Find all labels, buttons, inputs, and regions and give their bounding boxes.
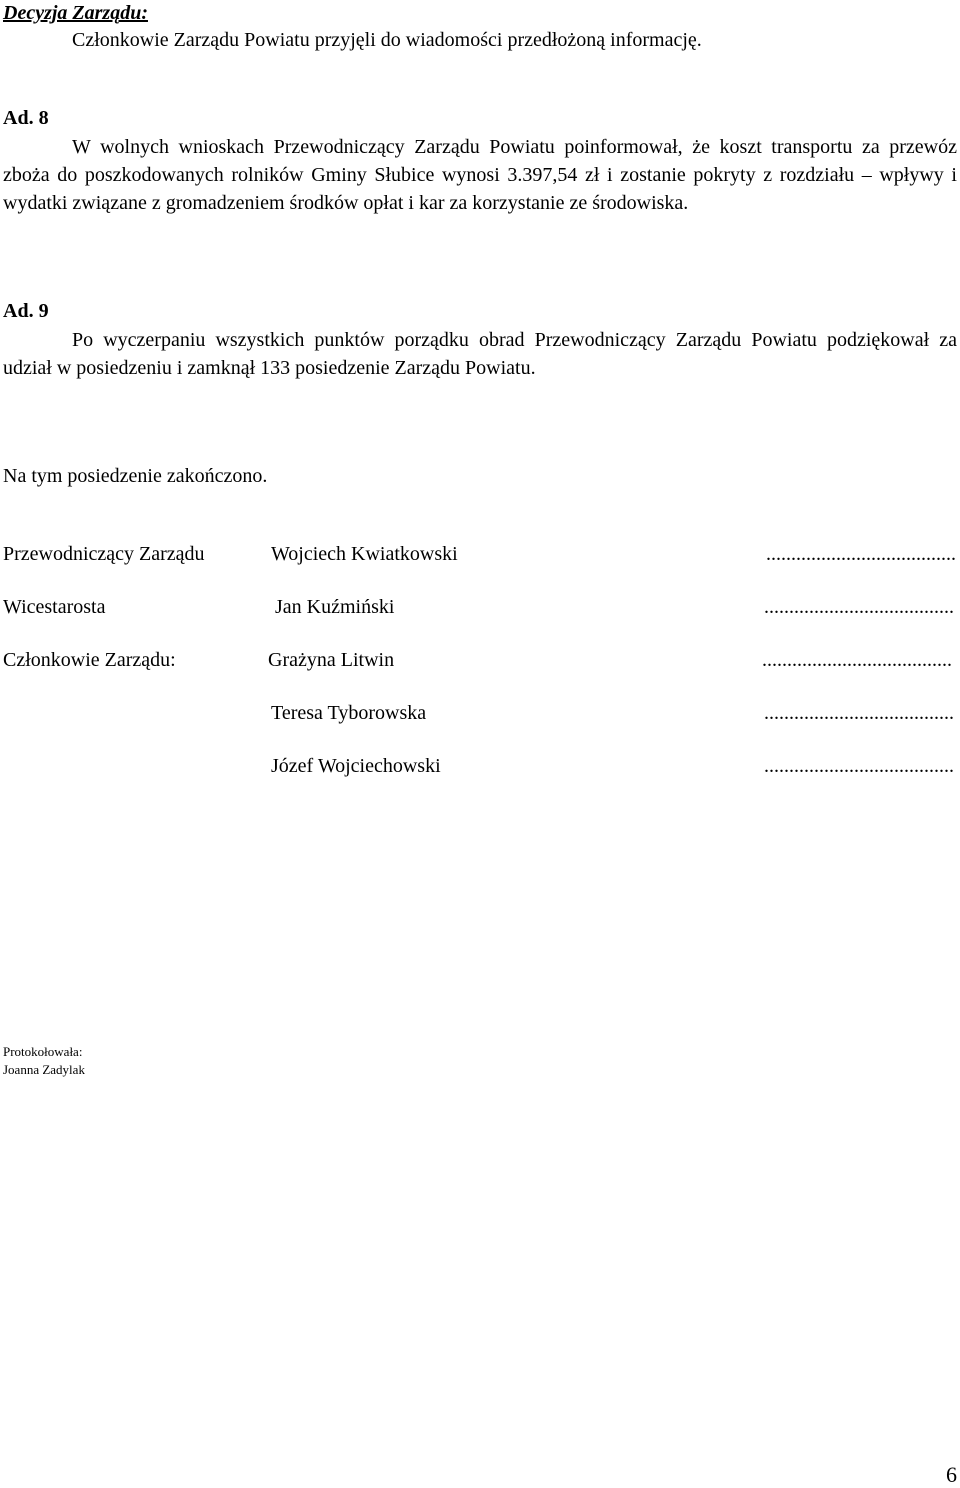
signature-name: Jan Kuźmiński [275,596,395,618]
ad8-label: Ad. 8 [3,107,49,129]
signature-line: ...................................... [764,755,954,777]
recorded-by-name: Joanna Zadylak [3,1062,85,1077]
signature-line: ...................................... [766,543,956,565]
signature-role: Przewodniczący Zarządu [3,543,205,565]
decision-heading: Decyzja Zarządu: [3,2,148,24]
decision-text: Członkowie Zarządu Powiatu przyjęli do wiadomości przedłożoną informację. [72,29,702,51]
signature-name: Wojciech Kwiatkowski [271,543,458,565]
signature-line: ...................................... [764,596,954,618]
ad9-label: Ad. 9 [3,300,49,322]
ad8-text: W wolnych wnioskach Przewodniczący Zarządu Powiatu poinformował, że koszt transportu za przewóz zboża do poszkodowanych rolników Gminy Słubice wynosi 3.397,54 zł i zostanie pokryty z rozdziału – wpływy i wydatki związane z gromadzeniem środków opłat i kar za korzystanie ze środowiska. [3,136,957,214]
signature-line: ...................................... [762,649,952,671]
signature-role: Członkowie Zarządu: [3,649,176,671]
recorded-by-label: Protokołowała: [3,1044,83,1059]
ad9-text: Po wyczerpaniu wszystkich punktów porządku obrad Przewodniczący Zarządu Powiatu podziękował za udział w posiedzeniu i zamknął 133 posiedzenie Zarządu Powiatu. [3,329,957,379]
signature-name: Józef Wojciechowski [271,755,441,777]
signature-role: Wicestarosta [3,596,106,618]
signature-name: Teresa Tyborowska [271,702,427,724]
page-number: 6 [946,1462,957,1487]
signature-name: Grażyna Litwin [268,649,395,671]
signature-line: ...................................... [764,702,954,724]
closing-text: Na tym posiedzenie zakończono. [3,465,268,487]
